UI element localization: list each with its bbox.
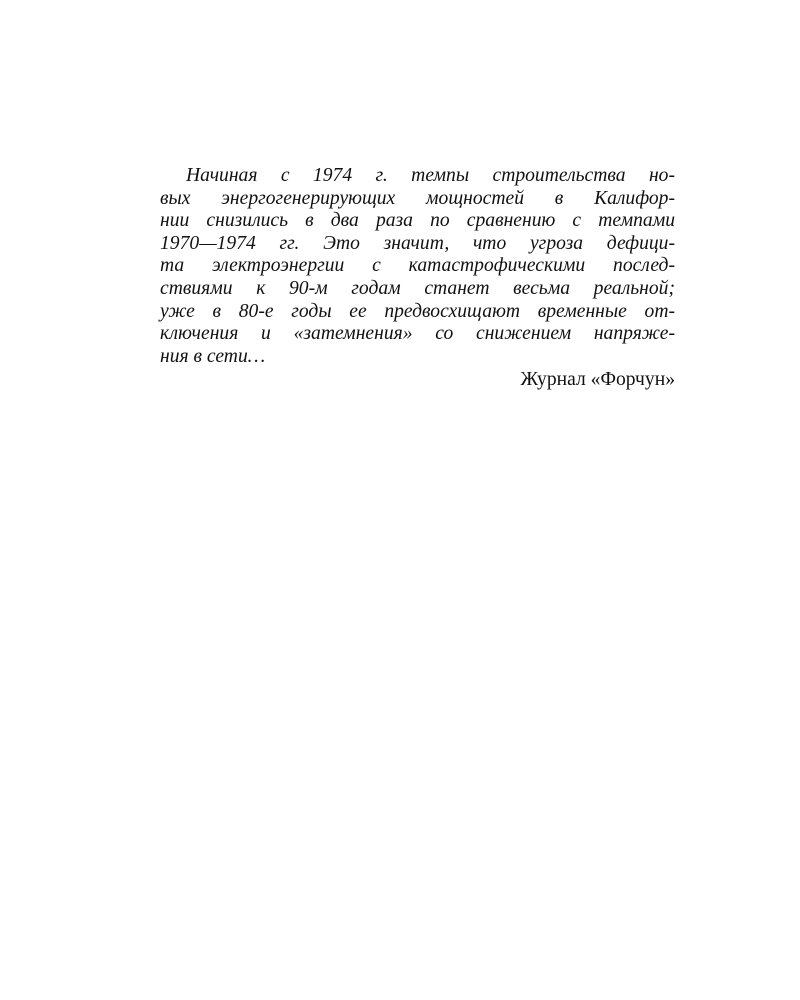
epigraph: [160, 165, 675, 392]
epigraph-line: 1970—1974 гг. Это значит, что угроза дефици-: [160, 232, 675, 254]
epigraph-quote: [160, 165, 675, 368]
epigraph-line: вых энергогенерирующих мощностей в Калифор-: [160, 187, 675, 209]
epigraph-source: Журнал «Форчун»: [520, 369, 675, 391]
epigraph-line: та электроэнергии с катастрофическими послед-: [160, 255, 675, 277]
epigraph-line: ствиями к 90-м годам станет весьма реальной;: [160, 277, 675, 299]
epigraph-line: нии снизились в два раза по сравнению с темпами: [160, 210, 675, 232]
epigraph-line: ключения и «затемнения» со снижением напряже-: [160, 323, 675, 345]
epigraph-line: уже в 80-е годы ее предвосхищают временные от-: [160, 300, 675, 322]
epigraph-line: ния в сети…: [160, 345, 266, 367]
epigraph-line: Начиная с 1974 г. темпы строительства но-: [186, 165, 675, 186]
